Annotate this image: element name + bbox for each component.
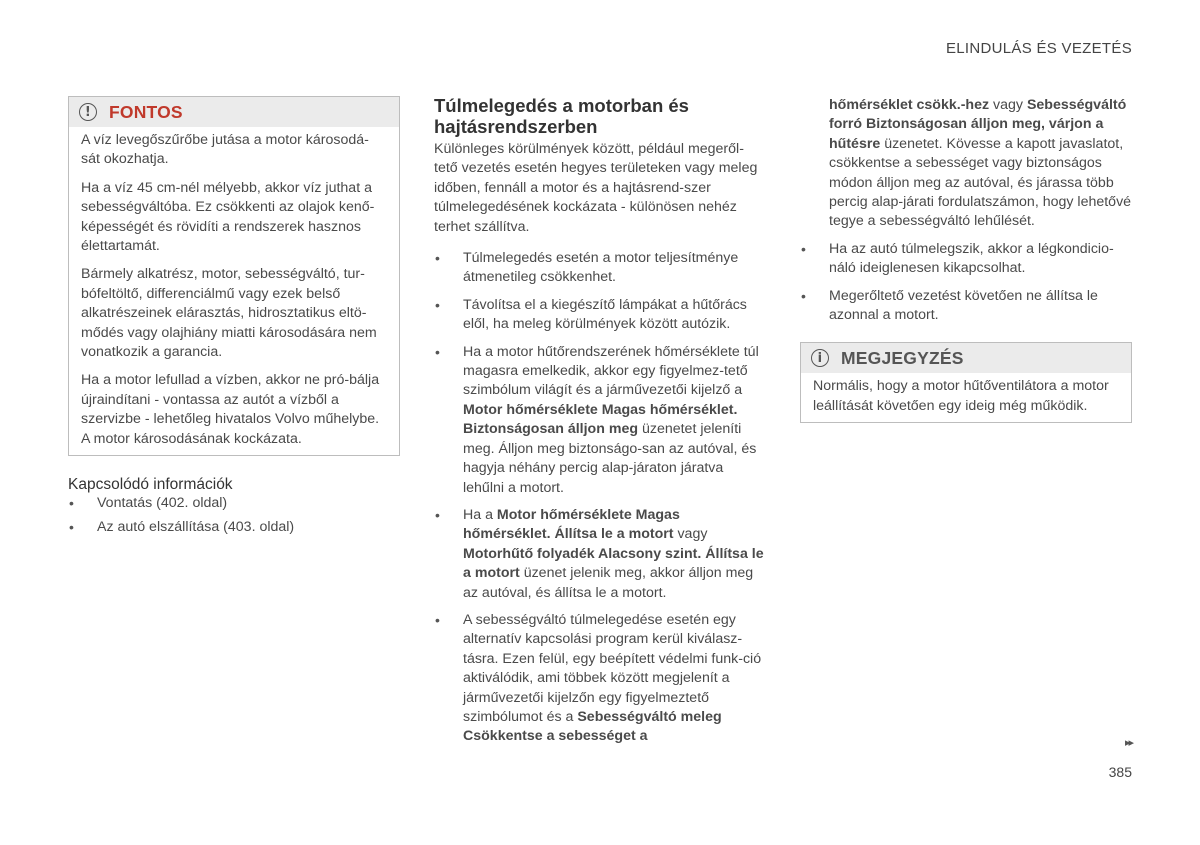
note-body [801, 373, 1131, 422]
related-link-towing[interactable]: • Vontatás (402. oldal) [68, 494, 400, 513]
list-item-text: vagy [673, 526, 708, 543]
exclamation-icon: ! [79, 103, 97, 121]
warning-paragraph: Ha a motor lefullad a vízben, akkor ne pró-bálja újraindítani - vontassa az autót a vízből a szervizbe - lehetőleg hivatalos Volvo műhelybe. A motor károsodásának kockázata. [81, 372, 380, 447]
related-info-list [68, 494, 400, 537]
list-item-text: Ha a motor hűtőrendszerének hőmérséklete túl magasra emelkedik, akkor egy figyelmez-tető szimbólum világít és a járművezetői kijelző a [463, 343, 759, 399]
warning-paragraph: A víz levegőszűrőbe jutása a motor károsodá-sát okozhatja. [81, 132, 369, 168]
warning-paragraph: Bármely alkatrész, motor, sebességváltó, tur-bófeltöltő, differenciálmű vagy ezek belső alkatrészeinek elárasztás, hidrosztatikus eltö-mődés vagy olajhiány miatti károsodására nem vonatkozik a garancia. [81, 266, 377, 361]
warning-title: FONTOS [109, 101, 183, 122]
warning-callout-header [69, 97, 399, 127]
list-item-text: vagy [989, 97, 1027, 113]
note-text: Normális, hogy a motor hűtőventilátora a motor leállítását követően egy ideig még működik. [813, 378, 1109, 414]
list-item [434, 249, 766, 288]
info-icon: i [811, 349, 829, 367]
list-item-text: Megerőltető vezetést követően ne állítsa le azonnal a motort. [829, 287, 1098, 324]
column-right [800, 96, 1132, 423]
section-title: Túlmelegedés a motorban és hajtásrendszerben [434, 95, 689, 137]
note-callout-header [801, 343, 1131, 373]
list-item-text: üzenetet jeleníti meg. Álljon meg biztonságo-san az autóval, és hagyja néhány percig alap-járaton járatva lehűlni a motort. [463, 421, 757, 496]
related-link-transport[interactable]: • Az autó elszállítása (403. oldal) [68, 518, 400, 537]
list-item [434, 296, 766, 335]
chapter-header: ELINDULÁS ÉS VEZETÉS [945, 40, 1132, 57]
related-info-title: Kapcsolódó információk [68, 476, 233, 494]
message-text: hőmérséklet csökk.-hez [829, 97, 990, 113]
section-intro: Különleges körülmények között, például megeről-tető vezetés esetén hegyes területeken vagy meleg időben, fennáll a motor és a hajtásrend-szer túlmelegedésének kockázata - különösen nehéz terhet szállítva. [434, 141, 758, 235]
column-left [68, 96, 400, 542]
overheating-list [434, 249, 766, 747]
message-text: Motor hőmérséklete Magas hőmérséklet. Állítsa le a motort [463, 506, 680, 543]
message-text: Motorhűtő folyadék Alacsony szint. Állítsa le a motort [463, 545, 764, 582]
column-middle [434, 96, 766, 755]
overheating-list-continued [800, 240, 1132, 326]
page-number: 385 [1108, 764, 1132, 780]
warning-body [69, 127, 399, 455]
message-text: Sebességváltó forró Biztonságosan álljon meg, várjon a hűtésre [829, 97, 1127, 152]
continue-arrows-icon: ▸▸ [1124, 736, 1132, 749]
list-item-text: üzenetet. Kövesse a kapott javaslatot, csökkentse a sebességet vagy biztonságos módon álljon meg az autóval, és járassa több percig alap-járati fordulatszámon, hogy lehetővé tegye a sebességváltó lehűlését. [829, 135, 1132, 230]
list-item [434, 611, 766, 747]
list-item-text: üzenet jelenik meg, akkor álljon meg az autóval, és állítsa le a motort. [463, 565, 754, 601]
list-item-text: A sebességváltó túlmelegedése esetén egy alternatív kapcsolási program kerül kiválasz-tásra. Ezen felül, egy beépített védelmi funk-ció aktiválódik, ami többek között megjelenít a járművezetői kijelzőn egy figyelmeztető szimbólumot és a [463, 611, 762, 725]
warning-callout [68, 96, 400, 456]
list-item [434, 506, 766, 603]
list-item-text: Ha az autó túlmelegszik, akkor a légkondicio-náló ideiglenesen kikapcsolhat. [829, 240, 1114, 277]
list-item-text: Túlmelegedés esetén a motor teljesítménye átmenetileg csökkenhet. [463, 250, 739, 286]
list-item-continued [800, 96, 1132, 232]
list-item-text: Távolítsa el a kiegészítő lámpákat a hűtőrács elől, ha meleg körülmények között autózik. [463, 296, 747, 333]
note-callout [800, 342, 1132, 423]
list-item-text: Ha a [463, 506, 497, 523]
message-text: Sebességváltó meleg Csökkentse a sebességet a [463, 708, 722, 745]
warning-paragraph: Ha a víz 45 cm-nél mélyebb, akkor víz juthat a sebességváltóba. Ez csökkenti az olajok kenő-képességét és rövidíti a rendszerek hasznos élettartamát. [81, 179, 375, 255]
note-title: MEGJEGYZÉS [841, 347, 964, 368]
list-item [800, 287, 1132, 326]
list-item [800, 240, 1132, 279]
message-text: Motor hőmérséklete Magas hőmérséklet. Biztonságosan álljon meg [463, 401, 738, 438]
list-item [434, 343, 766, 498]
